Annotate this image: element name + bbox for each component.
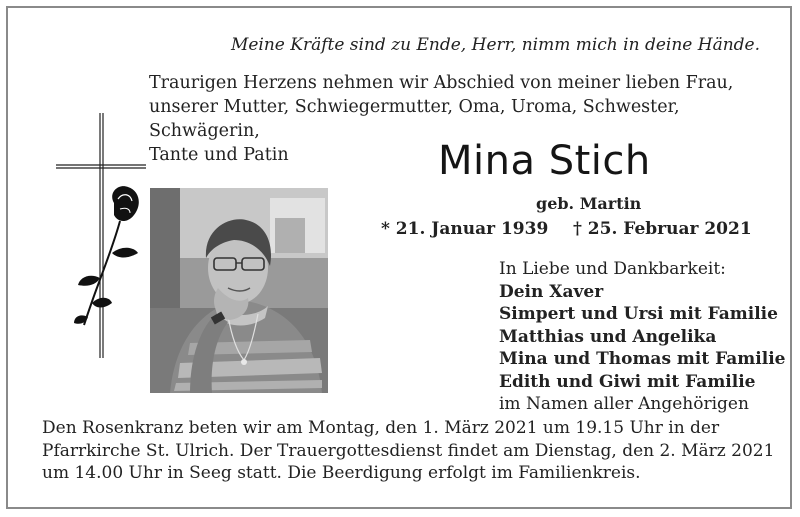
mourners-list	[499, 258, 789, 416]
motto: Meine Kräfte sind zu Ende, Herr, nimm mich in deine Hände.	[230, 35, 760, 55]
mourner-name: Mina und Thomas mit Familie	[499, 349, 786, 369]
mourner-name: Edith und Giwi mit Familie	[499, 371, 756, 392]
birth-date: * 21. Januar 1939	[381, 219, 549, 239]
mourners-heading: In Liebe und Dankbarkeit:	[499, 259, 726, 279]
portrait-photo	[150, 188, 328, 393]
service-line-2: Pfarrkirche St. Ulrich. Der Trauergottesdienst findet am Dienstag, den 2. März 2021	[42, 440, 775, 461]
mourners-closing: im Namen aller Angehörigen	[499, 394, 749, 414]
mourner-name: Dein Xaver	[499, 281, 604, 302]
cross-with-rose-icon	[48, 113, 148, 358]
service-line-3: um 14.00 Uhr in Seeg statt. Die Beerdigung erfolgt im Familienkreis.	[42, 463, 641, 483]
mourner-name: Matthias und Angelika	[499, 326, 717, 347]
intro-line-2: unserer Mutter, Schwiegermutter, Oma, Uroma, Schwester, Schwägerin,	[149, 97, 680, 141]
service-line-1: Den Rosenkranz beten wir am Montag, den 1. März 2021 um 19.15 Uhr in der	[42, 418, 720, 438]
intro-line-1: Traurigen Herzens nehmen wir Abschied von meiner lieben Frau,	[149, 73, 734, 93]
intro-line-3: Tante und Patin	[149, 145, 289, 165]
maiden-name: geb. Martin	[536, 194, 642, 213]
deceased-name: Mina Stich	[438, 138, 651, 184]
death-date: † 25. Februar 2021	[573, 219, 752, 239]
obituary-notice	[6, 6, 792, 509]
service-details	[42, 417, 782, 485]
mourner-name: Simpert und Ursi mit Familie	[499, 304, 778, 324]
